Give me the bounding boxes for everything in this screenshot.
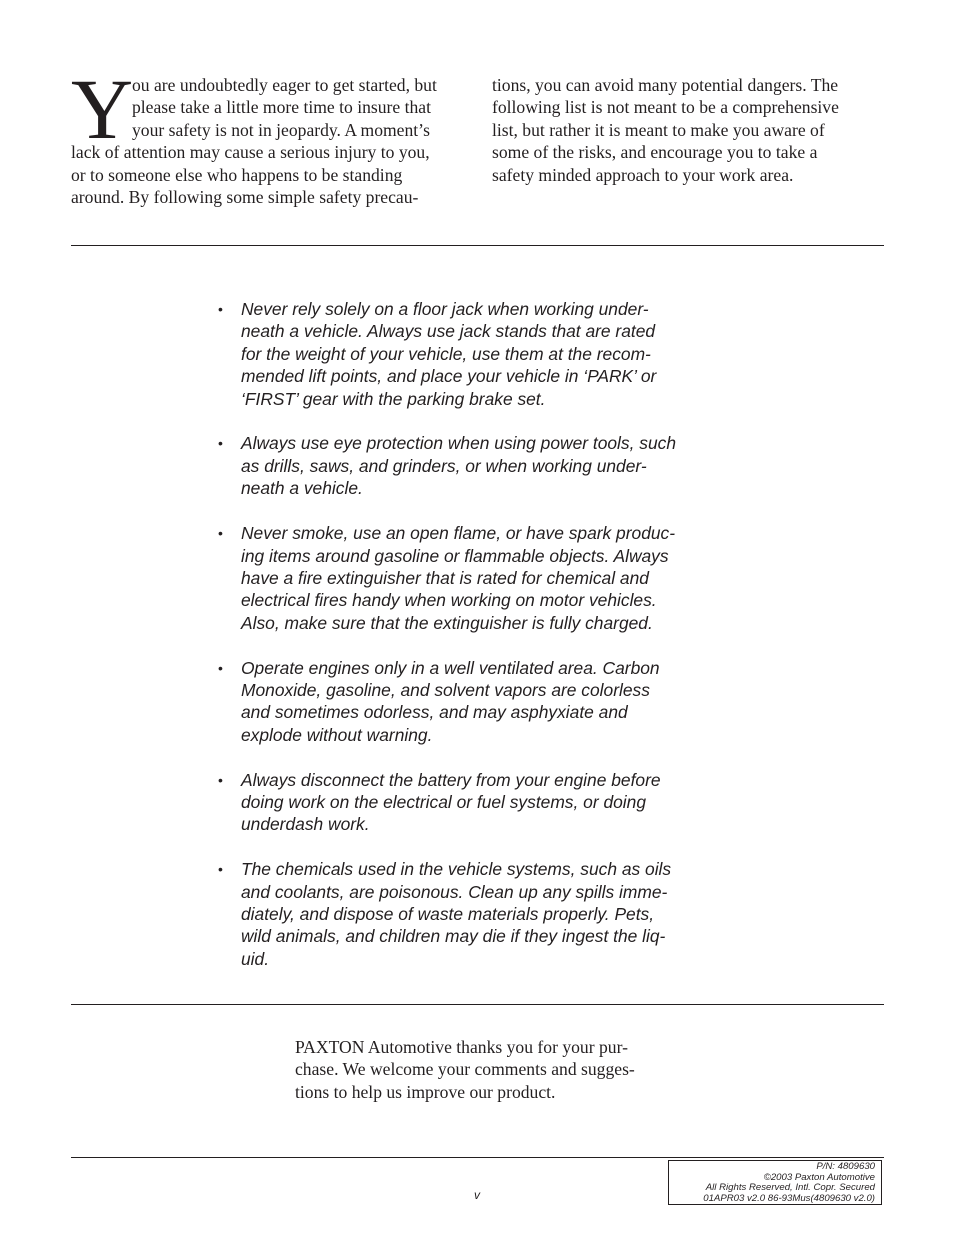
intro-left-line: ou are undoubtedly eager to get started, but (132, 75, 437, 95)
safety-item-line: doing work on the electrical or fuel systems, or doing (241, 792, 647, 813)
safety-item-line: wild animals, and children may die if they ingest the liq- (241, 926, 666, 947)
part-number: P/N: 4809630 (816, 1161, 875, 1172)
intro-left-line: or to someone else who happens to be standing (71, 164, 403, 185)
safety-item-line: underdash work. (241, 814, 370, 835)
safety-list-item (218, 657, 718, 747)
closing-line: tions to help us improve our product. (295, 1081, 556, 1102)
page-number: v (474, 1188, 480, 1202)
safety-item-line: Never rely solely on a floor jack when working under- (241, 299, 649, 319)
version-line: 01APR03 v2.0 86-93Mus(4809630 v2.0) (703, 1192, 875, 1204)
safety-item-line: uid. (241, 948, 270, 969)
rights-line: All Rights Reserved, Intl. Copr. Secured (705, 1182, 875, 1194)
safety-item-line: mended lift points, and place your vehicle in ‘PARK’ or (241, 366, 657, 387)
closing-line: PAXTON Automotive thanks you for your pur- (295, 1037, 628, 1057)
safety-list-item (218, 522, 718, 634)
safety-item-line: have a fire extinguisher that is rated for chemical and (241, 567, 649, 588)
safety-item-line: Monoxide, gasoline, and solvent vapors are colorless (241, 679, 650, 700)
copyright-box (668, 1160, 882, 1205)
safety-list-item (218, 432, 718, 499)
section-divider-top (71, 245, 884, 246)
safety-item-line: for the weight of your vehicle, use them at the recom- (241, 343, 651, 364)
safety-item-line: neath a vehicle. (241, 478, 363, 499)
safety-item-line: Always disconnect the battery from your engine before (241, 769, 661, 790)
intro-right-line: list, but rather it is meant to make you aware of (492, 119, 825, 140)
safety-item-line: diately, and dispose of waste materials properly. Pets, (241, 904, 655, 925)
safety-item-line: and sometimes odorless, and may asphyxiate and (241, 702, 628, 723)
safety-item-line: as drills, saws, and grinders, or when working under- (241, 455, 647, 476)
safety-precautions-list (218, 298, 718, 993)
bullet-icon: • (218, 435, 223, 452)
safety-item-line: and coolants, are poisonous. Clean up any spills imme- (241, 881, 668, 902)
intro-left-line: please take a little more time to insure that (132, 97, 431, 118)
safety-item-line: ‘FIRST’ gear with the parking brake set. (241, 388, 546, 409)
intro-left-line: around. By following some simple safety precau- (71, 186, 419, 207)
copyright-line: ©2003 Paxton Automotive (763, 1171, 875, 1183)
bullet-icon: • (218, 525, 223, 542)
safety-list-item (218, 858, 718, 970)
safety-list-item (218, 769, 718, 836)
intro-right-line: tions, you can avoid many potential dangers. The (492, 75, 839, 95)
safety-item-line: The chemicals used in the vehicle systems, such as oils (241, 859, 672, 880)
safety-item-line: ing items around gasoline or flammable objects. Always (241, 545, 669, 566)
closing-paragraph (295, 1036, 675, 1103)
intro-right-column (492, 74, 877, 186)
bullet-icon: • (218, 301, 223, 317)
intro-right-line: safety minded approach to your work area. (492, 164, 794, 185)
bullet-icon: • (218, 659, 223, 676)
section-divider-middle (71, 1004, 884, 1005)
safety-item-line: Always use eye protection when using power tools, such (241, 433, 677, 454)
intro-left-column (71, 74, 463, 208)
safety-item-line: Never smoke, use an open flame, or have spark produc- (241, 523, 676, 544)
safety-list-item (218, 298, 718, 410)
closing-line: chase. We welcome your comments and sugges- (295, 1059, 635, 1080)
bullet-icon: • (218, 771, 223, 788)
intro-dropcap: Y (71, 61, 134, 157)
intro-left-line: your safety is not in jeopardy. A moment’s (132, 119, 430, 140)
intro-right-line: some of the risks, and encourage you to take a (492, 142, 818, 163)
intro-left-line: lack of attention may cause a serious injury to you, (71, 142, 430, 163)
safety-item-line: Also, make sure that the extinguisher is fully charged. (241, 612, 653, 633)
safety-item-line: explode without warning. (241, 724, 433, 745)
intro-right-line: following list is not meant to be a comprehensive (492, 97, 839, 118)
safety-item-line: electrical fires handy when working on motor vehicles. (241, 590, 657, 611)
footer-divider (71, 1157, 884, 1158)
safety-item-line: neath a vehicle. Always use jack stands that are rated (241, 321, 656, 342)
bullet-icon: • (218, 861, 223, 878)
safety-item-line: Operate engines only in a well ventilated area. Carbon (241, 657, 660, 678)
